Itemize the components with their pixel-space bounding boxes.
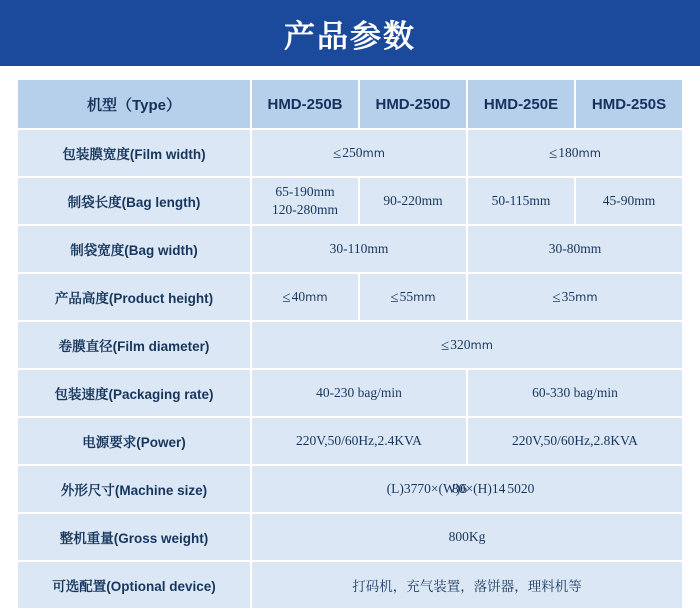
page-title: 产品参数 (284, 18, 416, 54)
table-row (17, 465, 683, 513)
cell-unit: mm (575, 289, 598, 304)
less-equal-icon: ≤ (552, 289, 561, 306)
header-model-3: HMD-250E (467, 79, 575, 129)
cell-part: 80×(H)14 (451, 481, 506, 496)
row-label-film-width: 包装膜宽度(Film width) (17, 129, 251, 177)
header-model-1: HMD-250B (251, 79, 359, 129)
row-label-bag-length: 制袋长度(Bag length) (17, 177, 251, 225)
less-equal-icon: ≤ (333, 145, 342, 162)
cell-unit: mm (578, 145, 601, 160)
less-equal-icon: ≤ (549, 145, 558, 162)
spec-table-wrapper (0, 66, 700, 610)
cell-film-width-2 (467, 129, 683, 177)
spec-table (16, 78, 684, 610)
cell-bag-width-1: 30-110mm (251, 225, 467, 273)
table-row (17, 129, 683, 177)
table-row (17, 369, 683, 417)
cell-value: 55 (399, 288, 414, 304)
less-equal-icon: ≤ (441, 337, 450, 354)
cell-optional-device: 打码机，充气装置，落饼器，理料机等 (251, 561, 683, 609)
cell-unit: mm (362, 145, 385, 160)
header-model-2: HMD-250D (359, 79, 467, 129)
cell-product-height-3 (467, 273, 683, 321)
cell-part: (L)3770×(W)6 (386, 481, 467, 496)
row-label-product-height: 产品高度(Product height) (17, 273, 251, 321)
cell-film-width-1 (251, 129, 467, 177)
cell-bag-length-3: 50-115mm (467, 177, 575, 225)
cell-machine-size (251, 465, 683, 513)
cell-value: 250 (342, 144, 363, 160)
table-row (17, 513, 683, 561)
cell-value: 40 (291, 288, 306, 304)
cell-product-height-1 (251, 273, 359, 321)
cell-bag-width-2: 30-80mm (467, 225, 683, 273)
cell-film-diameter (251, 321, 683, 369)
row-label-gross-weight: 整机重量(Gross weight) (17, 513, 251, 561)
row-label-power: 电源要求(Power) (17, 417, 251, 465)
cell-power-1: 220V,50/60Hz,2.4KVA (251, 417, 467, 465)
cell-product-height-2 (359, 273, 467, 321)
cell-bag-length-1 (251, 177, 359, 225)
cell-unit: mm (305, 289, 328, 304)
table-row (17, 273, 683, 321)
cell-unit: mm (470, 337, 493, 352)
less-equal-icon: ≤ (390, 289, 399, 306)
cell-bag-length-2: 90-220mm (359, 177, 467, 225)
cell-packaging-rate-2: 60-330 bag/min (467, 369, 683, 417)
table-row (17, 417, 683, 465)
cell-unit: mm (413, 289, 436, 304)
less-equal-icon: ≤ (282, 289, 291, 306)
row-label-machine-size: 外形尺寸(Machine size) (17, 465, 251, 513)
cell-line: 120-280mm (272, 202, 338, 217)
cell-value: 180 (558, 144, 579, 160)
cell-value: 320 (450, 336, 471, 352)
row-label-bag-width: 制袋宽度(Bag width) (17, 225, 251, 273)
row-label-optional-device: 可选配置(Optional device) (17, 561, 251, 609)
cell-bag-length-4: 45-90mm (575, 177, 683, 225)
row-label-packaging-rate: 包装速度(Packaging rate) (17, 369, 251, 417)
cell-value: 35 (561, 288, 576, 304)
cell-line: 65-190mm (275, 183, 335, 199)
table-row (17, 321, 683, 369)
table-row (17, 561, 683, 609)
header-model-4: HMD-250S (575, 79, 683, 129)
table-header-row (17, 79, 683, 129)
table-row (17, 225, 683, 273)
cell-gross-weight: 800Kg (251, 513, 683, 561)
header-row-label: 机型（Type） (17, 79, 251, 129)
cell-packaging-rate-1: 40-230 bag/min (251, 369, 467, 417)
row-label-film-diameter: 卷膜直径(Film diameter) (17, 321, 251, 369)
cell-power-2: 220V,50/60Hz,2.8KVA (467, 417, 683, 465)
table-row (17, 177, 683, 225)
cell-part: 5020 (507, 481, 535, 496)
page-banner (0, 0, 700, 66)
